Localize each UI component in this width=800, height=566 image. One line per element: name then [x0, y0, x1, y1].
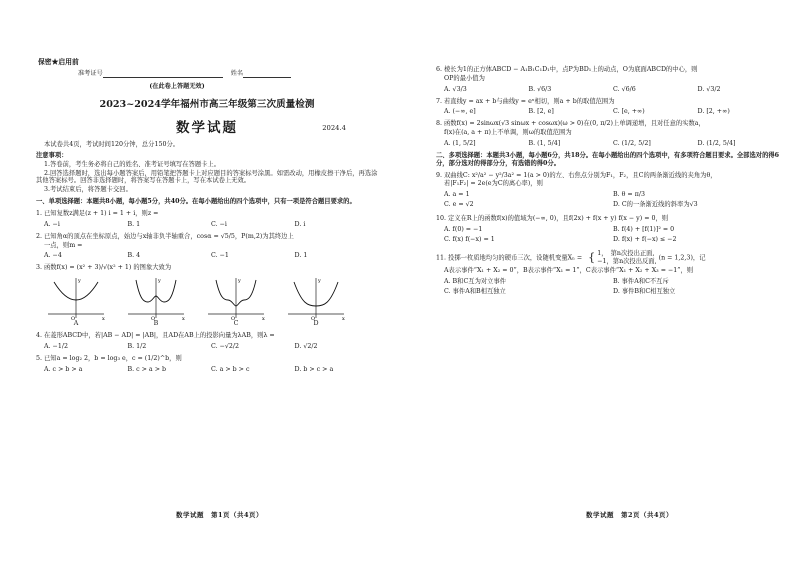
question-1-options: [36, 221, 378, 229]
option-d[interactable]: D. f(x) + f(−x) ≤ −2: [613, 235, 677, 243]
question-4-options: [36, 343, 378, 351]
question-1: 1. 已知复数z满足(z + 1) i = 1 + i，则z =: [36, 209, 159, 217]
option-a[interactable]: A. c > b > a: [44, 365, 83, 373]
confidential-label: 保密★启用前: [38, 58, 79, 66]
option-d[interactable]: D. √3/2: [697, 85, 721, 93]
option-b[interactable]: B. c > a > b: [127, 365, 167, 373]
option-c[interactable]: C. e = √2: [444, 201, 474, 209]
invalid-note: (在此卷上答题无效): [149, 83, 205, 91]
question-5-options: [36, 366, 378, 374]
left-brace-icon: {: [588, 250, 596, 264]
page-2-footer: 数学试题 第2页（共4页）: [586, 510, 674, 519]
origin-label: O: [311, 316, 316, 321]
y-axis-label: y: [158, 278, 161, 285]
option-a[interactable]: A. (−∞, e]: [444, 108, 476, 116]
notes-header: 注意事项：: [36, 151, 68, 159]
question-5: 5. 已知a = log₂ 2，b = log₃ e，c = (1/2)^b，则: [36, 354, 182, 362]
option-d[interactable]: D. b > c > a: [294, 365, 334, 373]
y-axis-label: y: [318, 278, 321, 285]
option-a[interactable]: A. B和C互为对立事件: [444, 277, 507, 285]
option-c[interactable]: C. −i: [211, 220, 227, 228]
question-8: 8. 函数f(x) = 2sinωx(√3 sinωx + cosωx)(ω > 0)在(0, π/2)上单调递增，且对任意的实数a，: [436, 120, 705, 128]
question-11: [436, 250, 782, 266]
question-11-continued: A表示事件“X₁ + X₂ = 0”，B表示事件“X₁ = 1”，C表示事件“X₁ + X₂ + X₃ = −1”，则: [444, 266, 694, 274]
graph-c[interactable]: [206, 276, 266, 328]
graph-c-label: C: [233, 320, 239, 328]
option-d[interactable]: D. √2/2: [294, 342, 318, 350]
option-d[interactable]: D. i: [294, 220, 306, 228]
graph-d-plot: [286, 276, 346, 320]
option-d[interactable]: D. C的一条渐近线的斜率为√3: [613, 201, 698, 209]
section-2-heading: 二、多项选择题：本题共3小题，每小题6分，共18分。在每小题给出的四个选项中，有多项符合题目要求。全部选对的得6分，部分选对的得部分分，有选错的得0分。: [436, 151, 780, 167]
question-11-options: [436, 278, 782, 298]
origin-label: O: [231, 316, 236, 321]
y-axis-label: y: [78, 278, 81, 285]
name-field[interactable]: [243, 77, 291, 78]
subject-row: [36, 120, 378, 136]
section-1-heading: 一、单项选择题：本题共8小题，每小题5分，共40分。在每小题给出的四个选项中，只有一项是符合题目要求的。: [36, 198, 356, 206]
option-d[interactable]: D. (1/2, 5/4]: [697, 140, 736, 148]
option-b[interactable]: B. 1: [127, 220, 141, 228]
option-c[interactable]: C. −1: [211, 252, 229, 260]
origin-label: O: [151, 316, 156, 321]
question-10-options: [436, 226, 782, 246]
option-a[interactable]: A. f(0) = −1: [444, 225, 483, 233]
piece-bottom: −1，第n次投出反面,: [597, 257, 657, 265]
question-9-continued: 若|F₁F₂| = 2e(e为C的离心率)，则: [444, 180, 543, 188]
question-6-continued: OP的最小值为: [444, 74, 485, 82]
option-d[interactable]: D. 事件B和C相互独立: [613, 287, 676, 295]
option-a[interactable]: A. −4: [44, 252, 62, 260]
page-1-footer: 数学试题 第1页（共4页）: [176, 510, 264, 519]
option-a[interactable]: A. √3/3: [444, 85, 467, 93]
question-2-continued: 一点，则m =: [44, 241, 83, 249]
option-b[interactable]: B. f(4) + [f(1)]² = 0: [613, 225, 675, 233]
question-2-options: [36, 252, 378, 260]
option-b[interactable]: B. 1/2: [127, 342, 147, 350]
graph-d[interactable]: [286, 276, 346, 328]
exam-date: 2024.4: [322, 123, 346, 132]
question-7: 7. 若直线y = ax + b与曲线y = eˣ相切，则a + b的取值范围为: [436, 97, 615, 105]
option-c[interactable]: C. 事件A和B相互独立: [444, 287, 506, 295]
question-9: 9. 双曲线C: x²/a² − y²/3a² = 1(a > 0)的左、右焦点分别为F₁，F₂，且C的两条渐近线的夹角为θ，: [436, 171, 717, 179]
question-8-options: [436, 140, 782, 148]
x-axis-label: x: [102, 316, 105, 321]
piecewise-definition: [588, 250, 656, 266]
note-3: 3.考试结束后，将答题卡交回。: [44, 186, 132, 194]
graph-b-plot: [126, 276, 186, 320]
note-2: 2.回答选择题时，选出每小题答案后，用铅笔把答题卡上对应题目的答案标号涂黑。如需改动，用橡皮擦干净后，再选涂其他答案标号。回答非选择题时，将答案写在答题卡上，写在本试卷上无效。: [36, 169, 378, 185]
question-7-options: [436, 108, 782, 116]
graph-a-label: A: [73, 320, 79, 328]
option-a[interactable]: A. (1, 5/2]: [444, 140, 476, 148]
option-c[interactable]: C. (1/2, 5/2]: [613, 140, 651, 148]
exam-title: 2023~2024学年福州市高三年级第三次质量检测: [99, 98, 315, 110]
candidate-fields: [78, 70, 378, 78]
option-b[interactable]: B. √6/3: [528, 85, 552, 93]
name-label: 姓名: [230, 70, 244, 78]
option-a[interactable]: A. −i: [44, 220, 60, 228]
question-4: 4. 在菱形ABCD中，若|AB − AD| = |AB|，且AD在AB上的投影向量为λAB，则λ =: [36, 332, 275, 339]
origin-label: O: [71, 316, 76, 321]
option-c[interactable]: C. −√2/2: [211, 342, 240, 350]
question-6: 6. 棱长为1的正方体ABCD − A₁B₁C₁D₁中，点P为BD₁上的动点，O为底面ABCD的中心，则: [436, 66, 698, 73]
option-b[interactable]: B. 4: [127, 252, 141, 260]
option-d[interactable]: D. 1: [294, 252, 308, 260]
graph-a-plot: [46, 276, 106, 320]
question-9-options: [436, 191, 782, 211]
x-axis-label: x: [262, 316, 265, 321]
option-c[interactable]: C. a > b > c: [211, 365, 250, 373]
option-c[interactable]: C. f(x) f(−x) = 1: [444, 235, 495, 243]
option-a[interactable]: A. a = 1: [444, 191, 470, 199]
y-axis-label: y: [238, 278, 241, 285]
graph-b[interactable]: [126, 276, 186, 328]
question-2: 2. 已知角α的顶点在坐标原点，始边与x轴非负半轴重合，cosα = √5/5，P(m,2)为其终边上: [36, 232, 294, 240]
ticket-number-field[interactable]: [103, 77, 223, 78]
option-b[interactable]: B. θ = π/3: [613, 191, 645, 199]
question-11-stem: 11. 投掷一枚质地均匀的硬币三次，设随机变量Xₙ =: [436, 254, 583, 262]
x-axis-label: x: [182, 316, 185, 321]
option-a[interactable]: A. −1/2: [44, 342, 68, 350]
option-c[interactable]: C. [e, +∞): [613, 108, 645, 116]
option-b[interactable]: B. [2, e]: [528, 108, 554, 116]
question-11-tail: (n = 1,2,3)，记: [658, 254, 706, 262]
graph-c-plot: [206, 276, 266, 320]
note-1: 1.答卷前，考生务必将自己的姓名、准考证号填写在答题卡上。: [44, 160, 221, 168]
page-2: [400, 0, 800, 566]
option-b[interactable]: B. (1, 5/4]: [528, 140, 561, 148]
exam-info: 本试卷共4页，考试时间120分钟，总分150分。: [44, 140, 180, 148]
graph-d-label: D: [313, 320, 319, 328]
question-3: 3. 函数f(x) = (x² + 3)/√(x² + 1) 的图象大致为: [36, 264, 172, 272]
option-c[interactable]: C. √6/6: [613, 85, 636, 93]
x-axis-label: x: [342, 316, 345, 321]
question-10: 10. 定义在R上的函数f(x)的值域为(−∞, 0)，且f(2x) + f(x + y) f(x − y) = 0，则: [436, 215, 669, 223]
question-3-graphs: [46, 276, 346, 328]
subject-title: 数学试题: [176, 119, 238, 136]
option-d[interactable]: D. [2, +∞): [697, 108, 730, 116]
graph-b-label: B: [153, 320, 159, 328]
option-b[interactable]: B. 事件A和C不互斥: [613, 277, 669, 285]
question-8-continued: f(x)在(a, a + π)上不单调，则ω的取值范围为: [444, 129, 572, 137]
graph-a[interactable]: [46, 276, 106, 328]
piece-top: 1， 第n次投出正面,: [597, 249, 655, 257]
ticket-label: 准考证号: [78, 70, 103, 78]
question-6-options: [436, 86, 782, 94]
